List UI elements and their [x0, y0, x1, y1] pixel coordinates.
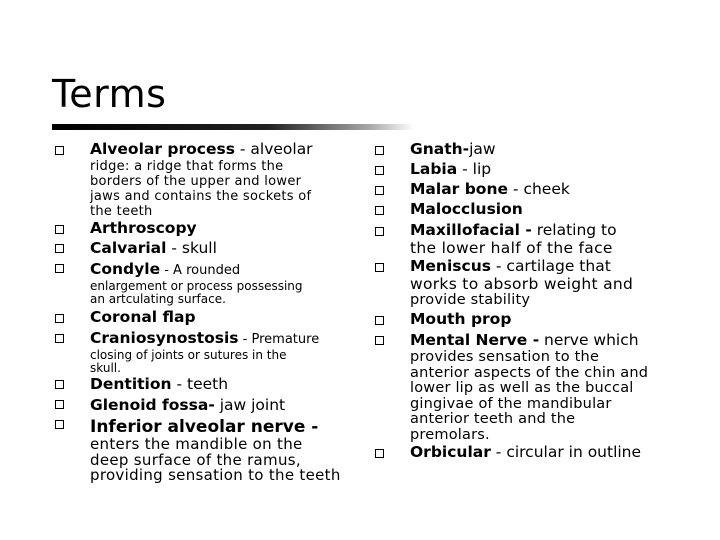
- bullet-icon: [55, 244, 64, 253]
- definition-line: anterior aspects of the chin and: [410, 364, 649, 381]
- bullet-icon: [55, 314, 64, 323]
- bullet-icon: [55, 334, 64, 343]
- term-label: Maxillofacial -: [410, 221, 532, 239]
- definition-line: ridge: a ridge that forms the: [90, 159, 284, 174]
- term-definition: - skull: [166, 239, 217, 257]
- bullet-icon: [375, 206, 384, 215]
- definition-line: enters the mandible on the: [90, 435, 303, 453]
- bullet-icon: [375, 316, 384, 325]
- title-underline: [52, 124, 414, 130]
- term-definition: nerve which: [539, 331, 639, 349]
- term-label: Meniscus: [410, 257, 491, 275]
- term-arthroscopy: [90, 219, 197, 238]
- definition-line: premolars.: [410, 426, 490, 443]
- bullet-icon: [55, 146, 64, 155]
- term-definition: - A rounded: [160, 263, 241, 278]
- term-condyle: [90, 260, 303, 306]
- term-definition: jaw joint: [214, 396, 286, 414]
- bullet-icon: [375, 336, 384, 345]
- definition-line: skull.: [90, 361, 121, 375]
- term-alveolar-process: [90, 140, 313, 219]
- bullet-icon: [55, 380, 64, 389]
- term-gnath: [410, 140, 496, 159]
- bullet-icon: [375, 263, 384, 272]
- term-glenoid-fossa: [90, 396, 285, 415]
- bullet-icon: [55, 225, 64, 234]
- definition-line: borders of the upper and lower: [90, 174, 302, 189]
- term-mouth-prop: [410, 310, 511, 329]
- definition-line: provide stability: [410, 291, 531, 308]
- term-orbicular: [410, 443, 641, 462]
- term-label: Mouth prop: [410, 310, 512, 328]
- definition-line: deep surface of the ramus,: [90, 450, 301, 469]
- definition-line: anterior teeth and the: [410, 411, 576, 427]
- term-label: Inferior alveolar nerve -: [90, 417, 319, 437]
- term-label: Calvarial: [90, 239, 167, 257]
- term-label: Mental Nerve -: [410, 331, 540, 349]
- term-coronal-flap: [90, 308, 196, 327]
- term-definition: - Premature: [238, 332, 320, 347]
- definition-line: enlargement or process possessing: [90, 279, 303, 293]
- bullet-icon: [55, 420, 64, 429]
- term-label: Dentition: [90, 375, 172, 393]
- term-label: Glenoid fossa-: [90, 396, 215, 414]
- bullet-icon: [55, 264, 64, 273]
- term-label: Labia: [410, 160, 458, 178]
- term-label: Condyle: [90, 260, 161, 278]
- term-label: Orbicular: [410, 443, 491, 461]
- term-definition: - teeth: [171, 375, 229, 393]
- term-definition: relating to: [531, 221, 617, 239]
- term-meniscus: [410, 257, 633, 308]
- term-definition: - lip: [457, 160, 492, 178]
- definition-line: lower lip as well as the buccal: [410, 380, 634, 396]
- term-calvarial: [90, 239, 217, 258]
- term-labia: [410, 160, 491, 179]
- definition-line: an artculating surface.: [90, 292, 226, 306]
- term-definition: - cheek: [508, 180, 570, 198]
- term-definition: - cartilage that: [490, 257, 611, 275]
- bullet-icon: [55, 400, 64, 409]
- definition-line: providing sensation to the teeth: [90, 466, 341, 484]
- bullet-icon: [375, 449, 384, 458]
- term-mental-nerve: [410, 331, 648, 443]
- definition-line: the teeth: [90, 204, 153, 219]
- term-malocclusion: [410, 200, 523, 219]
- term-definition: - circular in outline: [490, 443, 642, 461]
- term-label: Alveolar process: [90, 140, 235, 158]
- term-label: Coronal flap: [90, 308, 196, 326]
- term-label: Malar bone: [410, 180, 508, 198]
- term-malar-bone: [410, 180, 570, 199]
- term-inferior-alveolar-nerve: [90, 417, 341, 484]
- definition-line: jaws and contains the sockets of: [90, 189, 312, 204]
- bullet-icon: [375, 186, 384, 195]
- bullet-icon: [375, 227, 384, 236]
- term-label: Craniosynostosis: [90, 329, 239, 347]
- definition-line: the lower half of the face: [410, 239, 613, 257]
- term-definition: - alveolar: [234, 140, 313, 158]
- definition-line: provides sensation to the: [410, 349, 600, 365]
- term-dentition: [90, 375, 228, 394]
- definition-line: closing of joints or sutures in the: [90, 348, 287, 362]
- term-label: Arthroscopy: [90, 219, 197, 237]
- bullet-icon: [375, 166, 384, 175]
- term-definition: jaw: [469, 140, 496, 158]
- definition-line: gingivae of the mandibular: [410, 395, 612, 412]
- slide-title: Terms: [52, 72, 167, 116]
- bullet-icon: [375, 146, 384, 155]
- definition-line: works to absorb weight and: [410, 275, 634, 293]
- term-label: Malocclusion: [410, 200, 523, 218]
- term-label: Gnath-: [410, 140, 470, 158]
- term-craniosynostosis: [90, 329, 319, 375]
- term-maxillofacial: [410, 221, 617, 257]
